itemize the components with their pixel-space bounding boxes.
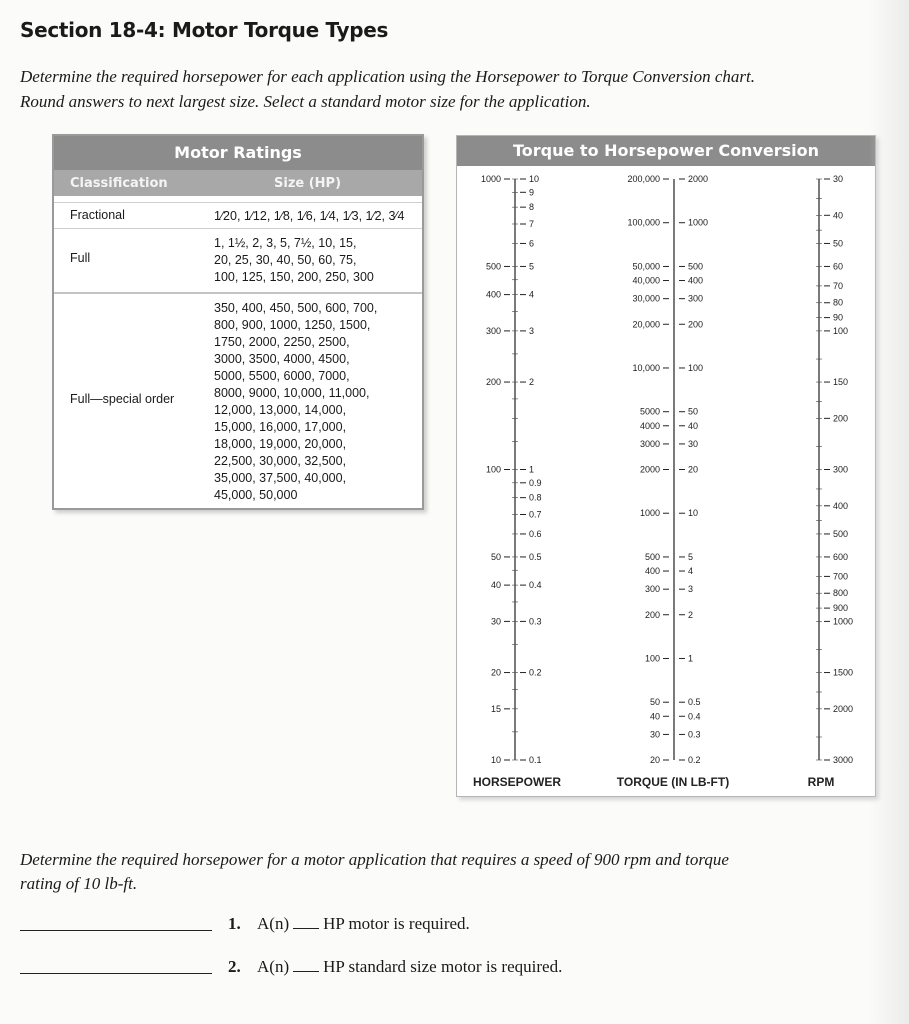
horsepower-tick-label: 0.1 <box>529 755 542 765</box>
size-line: 12,000, 13,000, 14,000, <box>214 403 347 417</box>
torque-alt-tick-label: 20,000 <box>632 319 660 330</box>
horsepower-alt-tick-label: 500 <box>485 261 501 272</box>
horsepower-tick-label: 8 <box>529 202 535 213</box>
item-number: 1. <box>228 914 241 933</box>
motor-ratings-header-row <box>54 170 422 196</box>
rpm-tick-label: 500 <box>833 528 849 539</box>
rpm-axis-label: RPM <box>807 775 835 789</box>
torque-tick-label: 0.5 <box>688 697 701 708</box>
torque-tick-label: 2 <box>688 609 694 620</box>
rpm-tick-label: 100 <box>833 325 849 336</box>
rpm-tick-label: 200 <box>833 413 849 424</box>
item-text-after: HP standard size motor is required. <box>323 957 563 976</box>
size-line: 18,000, 19,000, 20,000, <box>214 437 347 451</box>
torque-alt-tick-label: 2000 <box>639 464 660 475</box>
horsepower-tick-label: 2 <box>529 377 535 388</box>
horsepower-tick-label: 0.2 <box>529 667 542 678</box>
horsepower-tick-label: 0.5 <box>529 551 542 562</box>
torque-alt-tick-label: 500 <box>644 551 660 562</box>
classification-cell: Full <box>70 251 91 265</box>
size-line: 35,000, 37,500, 40,000, <box>214 471 347 485</box>
horsepower-tick-label: 3 <box>529 325 535 336</box>
rpm-tick-label: 400 <box>833 500 849 511</box>
rpm-tick-label: 40 <box>833 210 844 221</box>
horsepower-alt-tick-label: 40 <box>490 580 501 591</box>
torque-alt-tick-label: 1000 <box>639 508 660 519</box>
item-text <box>257 957 562 977</box>
torque-alt-tick-label: 100,000 <box>627 217 660 228</box>
horsepower-tick-label: 4 <box>529 289 535 300</box>
horsepower-tick-label: 6 <box>529 238 535 249</box>
torque-alt-tick-label: 10,000 <box>632 362 660 373</box>
torque-tick-label: 0.3 <box>688 729 701 740</box>
horsepower-alt-tick-label: 300 <box>485 325 501 336</box>
rpm-tick-label: 3000 <box>833 755 854 765</box>
question-prompt <box>20 848 900 896</box>
horsepower-tick-label: 0.6 <box>529 528 542 539</box>
rpm-tick-label: 70 <box>833 280 844 291</box>
motor-ratings-table <box>52 134 424 510</box>
table-row <box>54 228 422 291</box>
rpm-tick-label: 1000 <box>833 616 854 627</box>
horsepower-axis-label: HORSEPOWER <box>472 775 562 789</box>
horsepower-alt-tick-label: 100 <box>485 464 501 475</box>
rpm-tick-label: 150 <box>833 377 849 388</box>
size-line: 8000, 9000, 10,000, 11,000, <box>214 386 370 400</box>
instructions-line-2: Round answers to next largest size. Select a standard motor size for the application. <box>20 92 591 111</box>
torque-alt-tick-label: 40 <box>649 711 660 722</box>
rpm-tick-label: 60 <box>833 261 844 272</box>
table-row <box>54 292 422 508</box>
rpm-tick-label: 800 <box>833 588 849 599</box>
torque-alt-tick-label: 3000 <box>639 438 660 449</box>
horsepower-alt-tick-label: 30 <box>490 616 501 627</box>
question-line-1: Determine the required horsepower for a motor application that requires a speed of 900 rpm and torque <box>20 850 729 869</box>
classification-cell: Full—special order <box>70 392 175 406</box>
motor-ratings-title: Motor Ratings <box>54 136 422 170</box>
torque-tick-label: 500 <box>688 261 704 272</box>
answer-blank[interactable] <box>20 930 212 931</box>
size-line: 800, 900, 1000, 1250, 1500, <box>214 318 371 332</box>
torque-alt-tick-label: 100 <box>644 653 660 664</box>
inline-blank[interactable] <box>293 959 319 972</box>
horsepower-tick-label: 0.9 <box>529 477 542 488</box>
rpm-tick-label: 30 <box>833 174 844 184</box>
item-text-before: A(n) <box>257 914 290 933</box>
nomogram-svg <box>457 136 875 796</box>
torque-alt-tick-label: 400 <box>644 566 660 577</box>
horsepower-tick-label: 7 <box>529 218 535 229</box>
torque-alt-tick-label: 300 <box>644 584 660 595</box>
torque-tick-label: 100 <box>688 362 704 373</box>
rpm-tick-label: 900 <box>833 603 849 614</box>
torque-alt-tick-label: 30 <box>649 729 660 740</box>
horsepower-tick-label: 0.7 <box>529 509 542 520</box>
classification-header: Classification <box>70 176 168 191</box>
size-line: 350, 400, 450, 500, 600, 700, <box>214 301 378 315</box>
horsepower-alt-tick-label: 20 <box>490 667 501 678</box>
horsepower-tick-label: 0.3 <box>529 616 542 627</box>
size-line: 3000, 3500, 4000, 4500, <box>214 352 350 366</box>
size-line: 5000, 5500, 6000, 7000, <box>214 369 350 383</box>
rpm-tick-label: 50 <box>833 238 844 249</box>
section-title: Section 18-4: Motor Torque Types <box>20 18 389 42</box>
torque-tick-label: 30 <box>688 438 699 449</box>
table-row <box>54 202 422 229</box>
item-text <box>257 914 470 934</box>
instructions <box>20 64 900 114</box>
torque-tick-label: 200 <box>688 319 704 330</box>
rpm-tick-label: 300 <box>833 464 849 475</box>
rpm-tick-label: 1500 <box>833 667 854 678</box>
size-line: 1, 1½, 2, 3, 5, 7½, 10, 15, <box>214 236 357 250</box>
torque-tick-label: 0.4 <box>688 711 701 722</box>
size-header: Size (HP) <box>274 176 342 191</box>
page-edge-shading <box>869 0 909 1024</box>
torque-tick-label: 400 <box>688 275 704 286</box>
horsepower-alt-tick-label: 15 <box>490 703 501 714</box>
rpm-tick-label: 700 <box>833 571 849 582</box>
torque-alt-tick-label: 50,000 <box>632 261 660 272</box>
horsepower-tick-label: 0.4 <box>529 580 542 591</box>
classification-cell: Fractional <box>70 208 125 222</box>
torque-tick-label: 4 <box>688 566 694 577</box>
inline-blank[interactable] <box>293 916 319 929</box>
torque-tick-label: 1000 <box>688 217 709 228</box>
horsepower-tick-label: 10 <box>529 174 540 184</box>
torque-alt-tick-label: 4000 <box>639 420 660 431</box>
torque-alt-tick-label: 5000 <box>639 406 660 417</box>
size-line: 1750, 2000, 2250, 2500, <box>214 335 350 349</box>
rpm-tick-label: 600 <box>833 551 849 562</box>
size-line: 22,500, 30,000, 32,500, <box>214 454 347 468</box>
size-line: 20, 25, 30, 40, 50, 60, 75, <box>214 253 357 267</box>
horsepower-tick-label: 0.8 <box>529 492 542 503</box>
torque-alt-tick-label: 30,000 <box>632 293 660 304</box>
answer-blank[interactable] <box>20 973 212 974</box>
horsepower-alt-tick-label: 200 <box>485 377 501 388</box>
torque-tick-label: 2000 <box>688 174 709 184</box>
torque-tick-label: 40 <box>688 420 699 431</box>
size-cell <box>214 235 414 286</box>
item-text-before: A(n) <box>257 957 290 976</box>
size-line: 15,000, 16,000, 17,000, <box>214 420 347 434</box>
size-line: 100, 125, 150, 200, 250, 300 <box>214 270 374 284</box>
torque-alt-tick-label: 200 <box>644 609 660 620</box>
torque-alt-tick-label: 50 <box>649 697 660 708</box>
torque-tick-label: 1 <box>688 653 694 664</box>
item-text-after: HP motor is required. <box>323 914 470 933</box>
question-line-2: rating of 10 lb-ft. <box>20 874 138 893</box>
horsepower-alt-tick-label: 10 <box>490 755 501 765</box>
torque-alt-tick-label: 20 <box>649 755 660 765</box>
instructions-line-1: Determine the required horsepower for each application using the Horsepower to Torque Conversion chart. <box>20 67 756 86</box>
torque-tick-label: 5 <box>688 551 694 562</box>
size-cell <box>214 208 414 225</box>
size-line: 1⁄20, 1⁄12, 1⁄8, 1⁄6, 1⁄4, 1⁄3, 1⁄2, 3⁄4 <box>214 209 405 223</box>
horsepower-alt-tick-label: 1000 <box>480 174 501 184</box>
torque-tick-label: 20 <box>688 464 699 475</box>
torque-alt-tick-label: 200,000 <box>627 174 660 184</box>
torque-alt-tick-label: 40,000 <box>632 275 660 286</box>
horsepower-tick-label: 9 <box>529 187 535 198</box>
torque-tick-label: 10 <box>688 508 699 519</box>
size-cell <box>214 300 414 504</box>
rpm-tick-label: 90 <box>833 312 844 323</box>
horsepower-tick-label: 1 <box>529 464 535 475</box>
rpm-tick-label: 80 <box>833 297 844 308</box>
torque-horsepower-chart <box>456 135 876 797</box>
chart-title: Torque to Horsepower Conversion <box>457 136 875 166</box>
torque-axis-label: TORQUE (IN LB-FT) <box>616 775 730 789</box>
horsepower-alt-tick-label: 400 <box>485 289 501 300</box>
horsepower-tick-label: 5 <box>529 261 535 272</box>
torque-tick-label: 3 <box>688 584 694 595</box>
torque-tick-label: 0.2 <box>688 755 701 765</box>
torque-tick-label: 50 <box>688 406 699 417</box>
horsepower-alt-tick-label: 50 <box>490 551 501 562</box>
item-number: 2. <box>228 957 241 976</box>
size-line: 45,000, 50,000 <box>214 488 298 502</box>
rpm-tick-label: 2000 <box>833 703 854 714</box>
torque-tick-label: 300 <box>688 293 704 304</box>
